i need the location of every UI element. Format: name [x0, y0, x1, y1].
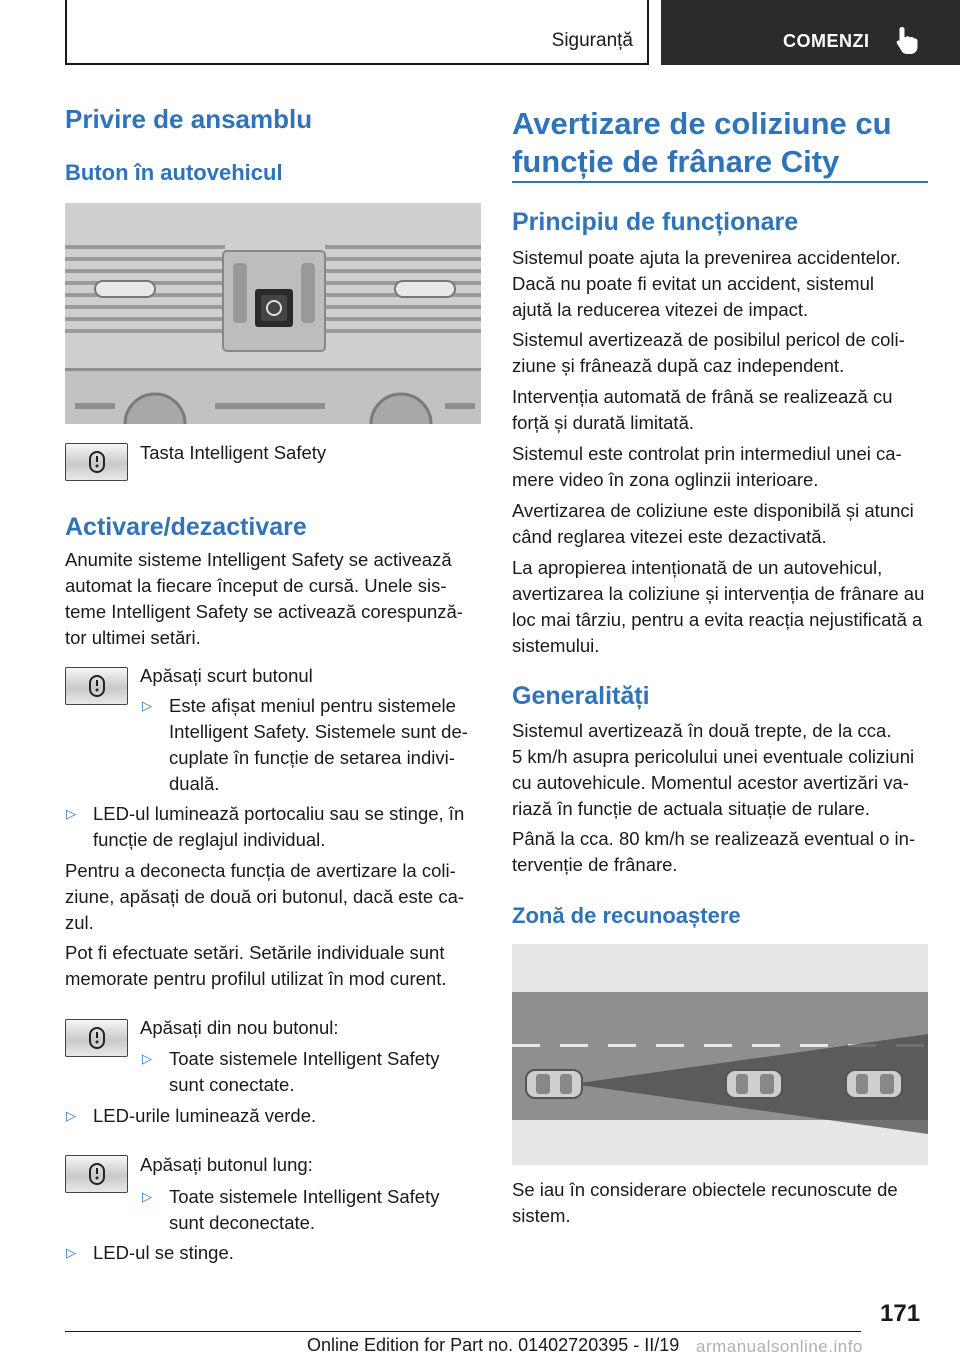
bullet-triangle-icon: ▷ [66, 1245, 76, 1260]
watermark: armanualsonline.info [696, 1337, 863, 1356]
step1-result: Este afișat meniul pentru sistemele Intelligent Safety. Sistemele sunt de- cuplate în funcție de setarea indivi- duală. [169, 695, 468, 794]
bullet-triangle-icon: ▷ [142, 698, 152, 713]
heading-general: Generalități [512, 682, 650, 710]
intelligent-safety-button-icon [65, 1155, 128, 1193]
led-green-note: LED-urile luminează verde. [93, 1105, 317, 1126]
footer-edition: Online Edition for Part no. 01402720395 - II/19 [307, 1335, 680, 1355]
header-commands-label: COMENZI [783, 31, 870, 51]
step2-result: Toate sistemele Intelligent Safety sunt conectate. [169, 1048, 440, 1095]
step-press-long: Apăsați butonul lung: [140, 1154, 313, 1175]
step3-result: Toate sistemele Intelligent Safety sunt deconectate. [169, 1186, 440, 1233]
heading-button-in-vehicle: Buton în autovehicul [65, 160, 283, 185]
step-press-short: Apăsați scurt butonul [140, 665, 313, 686]
bullet-triangle-icon: ▷ [66, 806, 76, 821]
paragraph-settings: Pot fi efectuate setări. Setările individuale sunt memorate pentru profilul utilizat în mod curent. [65, 942, 447, 989]
dashboard-button-photo [65, 203, 481, 424]
led-orange-note: LED-ul luminează portocaliu sau se stinge, în funcție de reglajul individual. [93, 803, 465, 850]
bullet-triangle-icon: ▷ [142, 1051, 152, 1066]
bullet-triangle-icon: ▷ [66, 1108, 76, 1123]
header-section-box [65, 0, 649, 65]
paragraph-g2: Până la cca. 80 km/h se realizează eventual o in- tervenție de frânare. [512, 828, 916, 875]
heading-overview: Privire de ansamblu [65, 104, 313, 134]
paragraph-r5: Avertizarea de coliziune este disponibilă și atunci când reglarea vitezei este dezactivată. [512, 500, 914, 547]
paragraph-deactivate-collision: Pentru a deconecta funcția de avertizare la coli- ziune, apăsați de două ori butonul, dacă este ca- zul. [65, 860, 465, 933]
main-title: Avertizare de coliziune cu funcție de frânare City [512, 106, 892, 179]
paragraph-r2: Sistemul avertizează de posibilul pericol de coli- ziune și frânează după caz independent. [512, 329, 905, 376]
heading-activation: Activare/dezactivare [65, 513, 307, 541]
paragraph-r1: Sistemul poate ajuta la prevenirea accidentelor. Dacă nu poate fi evitat un accident, sistemul ajută la reducerea vitezei de impact. [512, 247, 901, 320]
header-commands-tab[interactable] [661, 0, 960, 65]
pointing-hand-icon [893, 25, 923, 55]
own-car [526, 1070, 582, 1098]
heading-principle: Principiu de funcționare [512, 208, 799, 236]
header-section-title: Siguranță [551, 30, 633, 51]
bullet-triangle-icon: ▷ [142, 1189, 152, 1204]
paragraph-r6: La apropierea intenționată de un autovehicul, avertizarea la coliziune și intervenția de frânare au loc mai târziu, pentru a evita reacția nejustificată a sistemului. [512, 557, 925, 656]
paragraph-r4: Sistemul este controlat prin intermediul unei ca- mere video în zona oglinzii interioare. [512, 443, 902, 490]
footer-divider [65, 1331, 861, 1332]
paragraph-r3: Intervenția automată de frână se realizează cu forță și durată limitată. [512, 386, 893, 433]
detection-zone-caption: Se iau în considerare obiectele recunoscute de sistem. [512, 1179, 898, 1226]
paragraph-activation: Anumite sisteme Intelligent Safety se activează automat la fiecare început de cursă. Unele sis- teme Intelligent Safety se activează corespunză- tor ultimei setări. [65, 549, 463, 648]
intelligent-safety-button-icon [65, 443, 128, 481]
intelligent-safety-button-icon [65, 667, 128, 705]
heading-detection-zone: Zonă de recunoaștere [512, 903, 741, 928]
button-caption: Tasta Intelligent Safety [140, 442, 327, 463]
detection-zone-illustration [512, 944, 928, 1165]
led-off-note: LED-ul se stinge. [93, 1242, 234, 1263]
step-press-again: Apăsați din nou butonul: [140, 1017, 339, 1038]
intelligent-safety-button-icon [65, 1019, 128, 1057]
paragraph-g1: Sistemul avertizează în două trepte, de la cca. 5 km/h asupra pericolului unei eventuale coliziuni cu autovehicule. Momentul acestor avertizări va- riază în funcție de actuala situație de rulare. [512, 720, 915, 819]
page-number: 171 [880, 1300, 921, 1327]
title-divider [512, 181, 928, 183]
